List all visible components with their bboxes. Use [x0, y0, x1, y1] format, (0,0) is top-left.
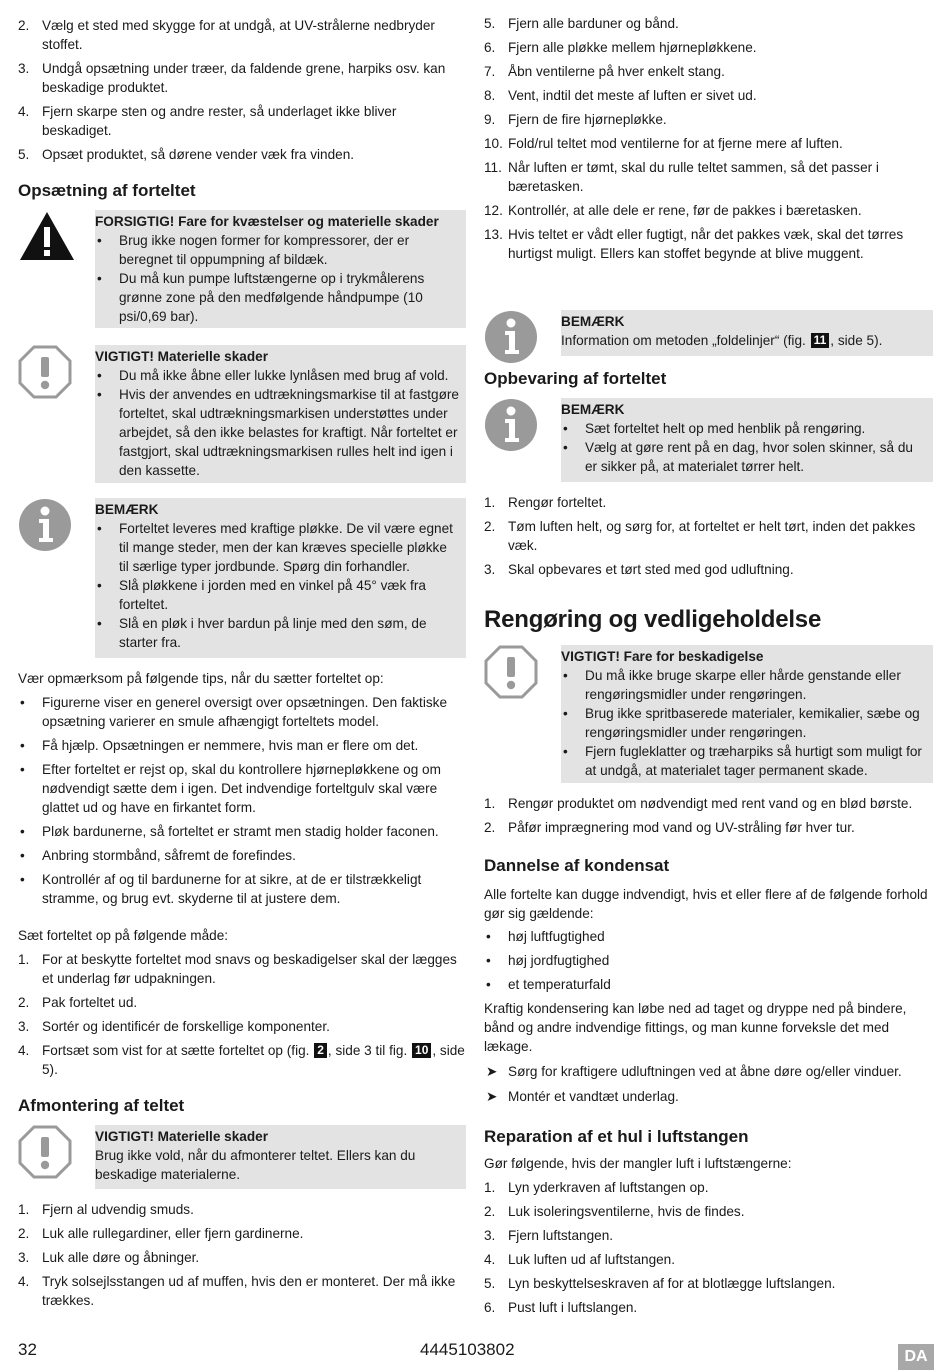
step-item: 3. Sortér og identificér de forskellige komponenter.: [18, 1019, 330, 1034]
figure-ref-10: 10: [412, 1043, 431, 1058]
list-item: 2. Luk isoleringsventilerne, hvis de findes.: [484, 1204, 745, 1219]
tip-item: • Anbring stormbånd, såfremt de forefindes.: [20, 848, 296, 863]
list-item: 3. Fjern luftstangen.: [484, 1228, 614, 1243]
repair-list: [484, 1178, 933, 1322]
dismantle-list: [18, 1200, 466, 1315]
important-box-1: [95, 345, 466, 483]
cleaning-heading: Rengøring og vedligeholdelse: [484, 606, 822, 633]
list-item: 1. Fjern al udvendig smuds.: [18, 1202, 194, 1217]
step-item: 2. Pak forteltet ud.: [18, 995, 138, 1010]
step-4: 4. Fortsæt som vist for at sætte forteltet op (fig. 2 , side 3 til fig. 10 , side 5).: [18, 1043, 465, 1077]
list-item: 4. Fjern skarpe sten og andre rester, så underlaget ikke bliver beskadiget.: [18, 104, 397, 138]
list-item: 3. Luk alle døre og åbninger.: [18, 1250, 200, 1265]
caution-box: [95, 210, 466, 328]
list-item: 6. Fjern alle pløkke mellem hjørnepløkkene.: [484, 40, 757, 55]
condensation-items: [484, 927, 933, 999]
list-item: 6. Pust luft i luftslangen.: [484, 1300, 638, 1315]
list-item: 2. Vælg et sted med skygge for at undgå, at UV-strålerne nedbryder stoffet.: [18, 18, 435, 52]
figure-ref-11: 11: [811, 333, 830, 348]
tip-item: • Få hjælp. Opsætningen er nemmere, hvis man er flere om det.: [20, 738, 419, 753]
condition-item: • høj luftfugtighed: [486, 929, 605, 944]
important-item: • Hvis der anvendes en udtrækningsmarkise til at fastgøre forteltet, skal udtrækningsmarkisen understøttes under arbejdet, så den ikke belastes for kraftigt. Når forteltet er fastgjort, skal udtrækningsmarkisen rulles helt ind igen i den kassette.: [97, 387, 459, 478]
important-box-2: [95, 1125, 466, 1189]
list-item: 1. Rengør forteltet.: [484, 495, 607, 510]
tip-item: • Figurerne viser en generel oversigt over opsætningen. Den faktiske opsætning varierer en smule afhængigt forteltets model.: [20, 695, 448, 729]
note-item: • Forteltet leveres med kraftige pløkke. De vil være egnet til mange steder, men der kan kræves specielle pløkke til særlige typer jordbunde. Spørg din forhandler.: [97, 521, 453, 574]
list-item: 3. Undgå opsætning under træer, da faldende grene, harpiks osv. kan beskadige produktet.: [18, 61, 446, 95]
page-number: 32: [18, 1340, 37, 1359]
cleaning-list: [484, 794, 933, 842]
info-icon: [18, 498, 74, 558]
important-box-3: [561, 645, 933, 783]
tip-item: • Kontrollér af og til bardunerne for at sikre, at de er tilstrækkeligt stramme, og brug evt. skyderne til at justere dem.: [20, 872, 422, 906]
list-item: 7. Åbn ventilerne på hver enkelt stang.: [484, 64, 725, 79]
list-item: 3. Skal opbevares et tørt sted med god udluftning.: [484, 562, 794, 577]
condition-item: • et temperaturfald: [486, 977, 611, 992]
language-badge: DA: [898, 1344, 934, 1370]
list-item: 1. Lyn yderkraven af luftstangen op.: [484, 1180, 709, 1195]
exclamation-octagon-icon: [18, 345, 74, 405]
condition-item: • høj jordfugtighed: [486, 953, 610, 968]
list-item: 2. Påfør imprægnering mod vand og UV-stråling før hver tur.: [484, 820, 855, 835]
info-icon: [484, 398, 540, 458]
list-item: 2. Luk alle rullegardiner, eller fjern gardinerne.: [18, 1226, 304, 1241]
important-title-1: VIGTIGT! Materielle skader: [95, 349, 269, 364]
tip-item: • Efter forteltet er rejst op, skal du kontrollere hjørnepløkkene og om nødvendigt sætte dem i igen. Det indvendige forteltgulv skal være glattet ud og have en firkantet form.: [20, 762, 441, 815]
tips-intro: Vær opmærksom på følgende tips, når du sætter forteltet op:: [18, 671, 384, 686]
note-item: • Sæt forteltet helt op med henblik på rengøring.: [563, 421, 866, 436]
tips-list: [18, 693, 466, 913]
repair-heading: Reparation af et hul i luftstangen: [484, 1127, 749, 1146]
note-item: • Slå en pløk i hver bardun på linje med den søm, de starter fra.: [97, 616, 427, 650]
note-text-2: Information om metoden „foldelinjer“ (fig. 11 , side 5).: [561, 333, 883, 348]
action-item: ➤ Sørg for kraftigere udluftningen ved at åbne døre og/eller vinduer.: [486, 1064, 902, 1079]
steps-list: [18, 950, 466, 1084]
list-item: 4. Tryk solsejlsstangen ud af muffen, hvis den er monteret. Der må ikke trækkes.: [18, 1274, 456, 1308]
tip-item: • Pløk bardunerne, så forteltet er stramt men stadig holder faconen.: [20, 824, 439, 839]
note-item: • Slå pløkkene i jorden med en vinkel på 45° væk fra forteltet.: [97, 578, 426, 612]
important-item: • Fjern fugleklatter og træharpiks så hurtigt som muligt for at undgå, at materialet tager permanent skade.: [563, 744, 922, 778]
step-item: 1. For at beskytte forteltet mod snavs og beskadigelser skal der lægges et underlag før udpakningen.: [18, 952, 457, 986]
note-title-1: BEMÆRK: [95, 502, 159, 517]
note-box-2: [561, 310, 933, 356]
note-title-3: BEMÆRK: [561, 402, 625, 417]
figure-ref-2: 2: [314, 1043, 327, 1058]
exclamation-octagon-icon: [484, 645, 540, 705]
storage-heading: Opbevaring af forteltet: [484, 369, 667, 388]
important-item: • Du må ikke åbne eller lukke lynlåsen med brug af vold.: [97, 368, 449, 383]
info-icon: [484, 310, 540, 370]
condensation-heading: Dannelse af kondensat: [484, 856, 670, 875]
note-box-1: [95, 498, 466, 658]
list-item: 8. Vent, indtil det meste af luften er sivet ud.: [484, 88, 757, 103]
list-item: 5. Fjern alle barduner og bånd.: [484, 16, 679, 31]
list-item: 11. Når luften er tømt, skal du rulle teltet sammen, så det passer i bæretasken.: [484, 160, 879, 194]
document-code: 4445103802: [420, 1340, 515, 1359]
important-text-2: Brug ikke vold, når du afmonterer teltet. Ellers kan du beskadige materialerne.: [95, 1148, 416, 1182]
storage-list: [484, 493, 933, 584]
intro-list: [18, 16, 466, 169]
warning-triangle-icon: [18, 210, 74, 270]
list-item: 13. Hvis teltet er vådt eller fugtigt, når det pakkes væk, skal det tørres hurtigst muligt. Ellers kan stoffet begynde at blive muggent.: [484, 227, 904, 261]
exclamation-octagon-icon: [18, 1125, 74, 1185]
condensation-intro: Alle fortelte kan dugge indvendigt, hvis et eller flere af de følgende forhold gør sig gældende:: [484, 887, 928, 921]
list-item: 5. Opsæt produktet, så dørene vender væk fra vinden.: [18, 147, 355, 162]
important-title-2: VIGTIGT! Materielle skader: [95, 1129, 269, 1144]
dismantle-heading: Afmontering af teltet: [18, 1096, 185, 1115]
condensation-text: Kraftig kondensering kan løbe ned ad taget og dryppe ned på bindere, bånd og andre indvendige fittings, og man kunne forveksle det med lækage.: [484, 1001, 907, 1054]
note-title-2: BEMÆRK: [561, 314, 625, 329]
list-item: 10. Fold/rul teltet mod ventilerne for at fjerne mere af luften.: [484, 136, 843, 151]
repair-intro: Gør følgende, hvis der mangler luft i luftstængerne:: [484, 1156, 792, 1171]
setup-heading: Opsætning af forteltet: [18, 181, 196, 200]
note-box-3: [561, 398, 933, 482]
list-item: 12. Kontrollér, at alle dele er rene, før de pakkes i bæretasken.: [484, 203, 862, 218]
list-item: 1. Rengør produktet om nødvendigt med rent vand og en blød børste.: [484, 796, 913, 811]
action-item: ➤ Montér et vandtæt underlag.: [486, 1089, 679, 1104]
list-item: 9. Fjern de fire hjørnepløkke.: [484, 112, 667, 127]
caution-title: FORSIGTIG! Fare for kvæstelser og materielle skader: [95, 214, 439, 229]
condensation-actions: [484, 1062, 933, 1112]
list-item: 4. Luk luften ud af luftstangen.: [484, 1252, 676, 1267]
important-title-3: VIGTIGT! Fare for beskadigelse: [561, 649, 764, 664]
caution-item: • Brug ikke nogen former for kompressorer, der er beregnet til oppumpning af bildæk.: [97, 233, 410, 267]
list-item: 5. Lyn beskyttelseskraven af for at blotlægge luftslangen.: [484, 1276, 836, 1291]
note-item: • Vælg at gøre rent på en dag, hvor solen skinner, så du er sikker på, at materialet tørrer helt.: [563, 440, 913, 474]
steps-intro: Sæt forteltet op på følgende måde:: [18, 928, 229, 943]
list-item: 2. Tøm luften helt, og sørg for, at forteltet er helt tørt, inden det pakkes væk.: [484, 519, 916, 553]
dismantle-cont-list: [484, 14, 933, 268]
important-item: • Brug ikke spritbaserede materialer, kemikalier, sæbe og rengøringsmidler under rengøringen.: [563, 706, 920, 740]
important-item: • Du må ikke bruge skarpe eller hårde genstande eller rengøringsmidler under rengøringen.: [563, 668, 901, 702]
caution-item: • Du må kun pumpe luftstængerne op i trykmålerens grønne zone på den medfølgende håndpumpe (10 psi/0,69 bar).: [97, 271, 425, 324]
